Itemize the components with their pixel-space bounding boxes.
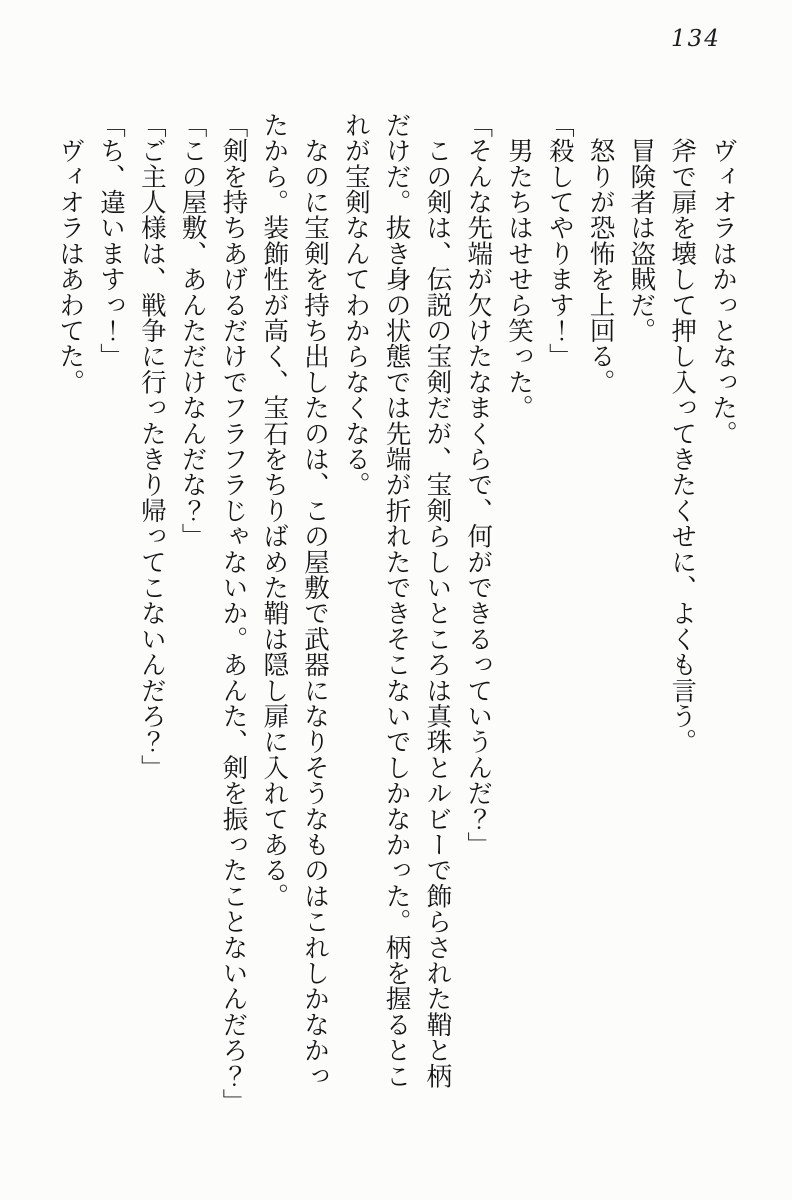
text-line: 冒険者は盗賊だ。: [626, 112, 657, 344]
vertical-text-block: [49, 112, 743, 1127]
text-line: この剣は、伝説の宝剣だが、宝剣らしいところは真珠とルビーで飾らされた鞘と柄: [422, 112, 453, 1089]
text-line: 「殺してやります！」: [544, 112, 575, 369]
text-line: 「ち、違いますっ！」: [96, 112, 127, 369]
text-line: 斧で扉を壊して押し入ってきたくせに、よくも言う。: [667, 112, 698, 755]
text-line: たから。装飾性が高く、宝石をちりばめた鞘は隠し扉に入れてある。: [259, 112, 290, 909]
text-line: 「この屋敷、あんただけなんだな？」: [177, 112, 208, 549]
text-line: 「そんな先端が欠けたなまくらで、何ができるっていうんだ？」: [463, 112, 494, 858]
text-line: ヴィオラはかっとなった。: [708, 112, 738, 447]
text-line: ヴィオラはあわてた。: [55, 112, 86, 395]
text-line: 「ご主人様は、戦争に行ったきり帰ってこないんだろ？」: [136, 112, 167, 781]
page-number: 134: [671, 26, 721, 52]
text-line: 怒りが恐怖を上回る。: [585, 112, 616, 395]
text-line: れが宝剣なんてわからなくなる。: [340, 112, 371, 498]
text-line: 男たちはせせら笑った。: [504, 112, 535, 421]
text-line: なのに宝剣を持ち出したのは、この屋敷で武器になりそうなものはこれしかなかっ: [300, 112, 331, 1089]
text-line: だけだ。抜き身の状態では先端が折れたできそこないでしかなかった。柄を握るとこ: [381, 112, 412, 1089]
text-line: 「剣を持ちあげるだけでフラフラじゃないか。あんた、剣を振ったことないんだろ？」: [218, 112, 249, 1115]
